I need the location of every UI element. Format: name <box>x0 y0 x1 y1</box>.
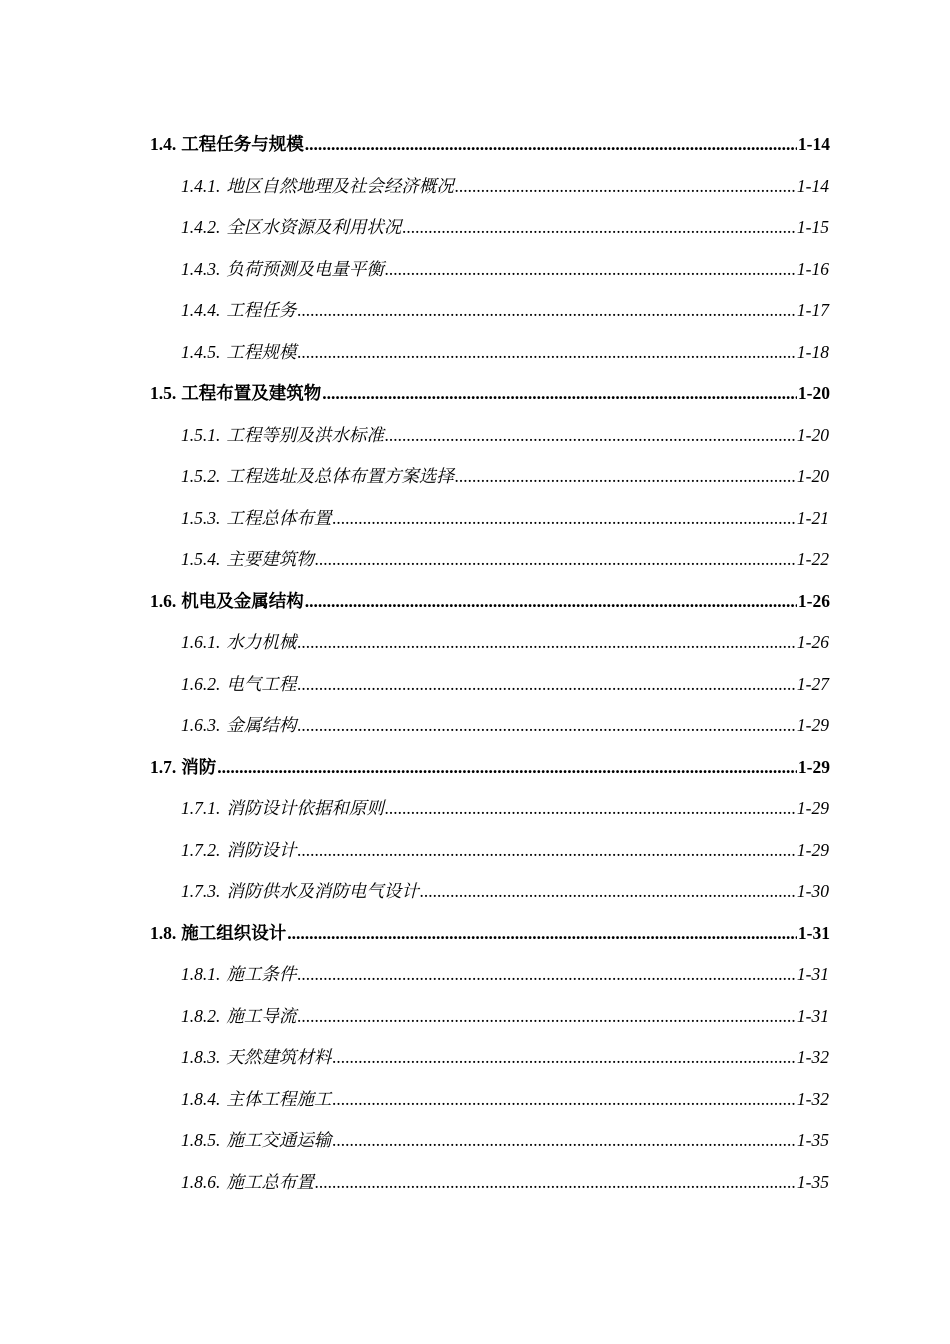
toc-entry-page: 1-31 <box>797 922 830 943</box>
toc-entry-title: 工程任务 <box>226 300 297 320</box>
toc-entry-title: 消防设计依据和原则 <box>226 798 384 818</box>
toc-entry[interactable] <box>150 124 830 166</box>
toc-entry-title: 机电及金属结构 <box>181 590 304 611</box>
dot-leader <box>385 249 796 291</box>
toc-entry-number: 1.8. <box>150 922 177 943</box>
toc-entry-number: 1.4. <box>150 134 177 154</box>
toc-entry-number: 1.4.2. <box>181 217 221 237</box>
table-of-contents <box>0 124 950 1203</box>
toc-entry[interactable] <box>181 415 829 457</box>
toc-entry-page: 1-17 <box>796 300 829 320</box>
toc-entry-title: 负荷预测及电量平衡 <box>226 258 384 279</box>
toc-entry-title: 全区水资源及利用状况 <box>226 217 402 237</box>
toc-entry-number: 1.6.3. <box>181 715 221 735</box>
toc-entry-page: 1-18 <box>796 341 829 362</box>
toc-entry[interactable] <box>181 249 829 291</box>
toc-entry-title: 工程规模 <box>226 341 297 362</box>
toc-entry-title: 消防供水及消防电气设计 <box>226 881 419 901</box>
toc-entry-page: 1-20 <box>796 466 829 486</box>
toc-entry[interactable] <box>150 913 830 955</box>
toc-entry-title: 工程选址及总体布置方案选择 <box>226 466 454 486</box>
toc-entry-title: 天然建筑材料 <box>226 1047 332 1067</box>
toc-entry-number: 1.4.1. <box>181 175 221 196</box>
toc-entry-page: 1-27 <box>796 673 829 694</box>
toc-entry-title: 工程等别及洪水标准 <box>226 424 384 445</box>
dot-leader <box>287 913 797 955</box>
toc-entry-title: 施工组织设计 <box>181 922 287 943</box>
toc-entry-title: 主体工程施工 <box>226 1088 332 1109</box>
toc-entry-page: 1-26 <box>797 590 830 611</box>
dot-leader <box>297 996 796 1038</box>
toc-entry-title: 金属结构 <box>226 715 297 735</box>
dot-leader <box>297 705 796 747</box>
toc-entry-number: 1.5. <box>150 383 177 403</box>
toc-entry-number: 1.7.2. <box>181 839 221 860</box>
toc-entry-title: 主要建筑物 <box>226 549 314 569</box>
toc-entry-title: 电气工程 <box>226 673 297 694</box>
toc-entry-number: 1.7.3. <box>181 881 221 901</box>
toc-entry-number: 1.5.4. <box>181 549 221 569</box>
toc-entry[interactable] <box>181 290 829 332</box>
dot-leader <box>402 207 796 249</box>
toc-entry-page: 1-30 <box>796 881 829 901</box>
toc-entry-title: 水力机械 <box>226 632 297 652</box>
toc-entry[interactable] <box>181 1037 829 1079</box>
toc-entry-page: 1-21 <box>796 507 829 528</box>
toc-entry[interactable] <box>181 332 829 374</box>
toc-entry-title: 施工条件 <box>226 964 297 984</box>
toc-entry-number: 1.7.1. <box>181 798 221 818</box>
dot-leader <box>332 498 796 540</box>
toc-entry[interactable] <box>181 664 829 706</box>
toc-entry-title: 消防 <box>181 756 217 777</box>
dot-leader <box>217 747 797 789</box>
dot-leader <box>332 1037 796 1079</box>
toc-entry[interactable] <box>181 456 829 498</box>
toc-entry-title: 施工交通运输 <box>226 1130 332 1150</box>
toc-entry[interactable] <box>181 830 829 872</box>
toc-entry-title: 施工总布置 <box>226 1171 314 1192</box>
toc-entry-page: 1-20 <box>796 424 829 445</box>
toc-entry-number: 1.8.2. <box>181 1005 221 1026</box>
toc-entry[interactable] <box>150 581 830 623</box>
toc-entry-number: 1.8.5. <box>181 1130 221 1150</box>
toc-entry-number: 1.8.3. <box>181 1047 221 1067</box>
dot-leader <box>297 290 796 332</box>
toc-entry-page: 1-29 <box>796 715 829 735</box>
dot-leader <box>455 166 796 208</box>
toc-entry[interactable] <box>181 788 829 830</box>
dot-leader <box>305 124 797 166</box>
toc-entry-number: 1.6. <box>150 590 177 611</box>
dot-leader <box>385 788 796 830</box>
toc-entry-page: 1-29 <box>797 756 830 777</box>
toc-entry[interactable] <box>181 1162 829 1204</box>
toc-entry-page: 1-29 <box>796 798 829 818</box>
toc-entry-number: 1.4.3. <box>181 258 221 279</box>
toc-entry-page: 1-32 <box>796 1088 829 1109</box>
toc-entry-title: 地区自然地理及社会经济概况 <box>226 175 454 196</box>
dot-leader <box>315 539 796 581</box>
dot-leader <box>297 954 796 996</box>
toc-entry-number: 1.8.4. <box>181 1088 221 1109</box>
dot-leader <box>305 581 797 623</box>
toc-entry[interactable] <box>181 1120 829 1162</box>
toc-entry[interactable] <box>181 166 829 208</box>
toc-entry-title: 工程总体布置 <box>226 507 332 528</box>
toc-entry-number: 1.8.6. <box>181 1171 221 1192</box>
toc-entry-page: 1-31 <box>796 1005 829 1026</box>
dot-leader <box>315 1162 796 1204</box>
toc-entry-page: 1-29 <box>796 839 829 860</box>
toc-entry[interactable] <box>181 1079 829 1121</box>
toc-entry[interactable] <box>181 498 829 540</box>
toc-entry[interactable] <box>181 996 829 1038</box>
toc-entry[interactable] <box>181 622 829 664</box>
toc-entry-number: 1.6.2. <box>181 673 221 694</box>
dot-leader <box>385 415 796 457</box>
dot-leader <box>332 1120 796 1162</box>
dot-leader <box>322 373 797 415</box>
toc-entry-title: 工程布置及建筑物 <box>181 383 322 403</box>
toc-entry-page: 1-20 <box>797 383 830 403</box>
toc-entry-number: 1.7. <box>150 756 177 777</box>
dot-leader <box>455 456 796 498</box>
toc-entry-number: 1.6.1. <box>181 632 221 652</box>
dot-leader <box>297 664 796 706</box>
toc-entry-number: 1.5.2. <box>181 466 221 486</box>
toc-entry-page: 1-35 <box>796 1171 829 1192</box>
toc-entry-title: 消防设计 <box>226 839 297 860</box>
toc-entry-page: 1-26 <box>796 632 829 652</box>
toc-entry-page: 1-32 <box>796 1047 829 1067</box>
toc-entry-number: 1.8.1. <box>181 964 221 984</box>
dot-leader <box>297 830 796 872</box>
toc-entry-page: 1-14 <box>797 134 830 154</box>
toc-entry[interactable] <box>181 539 829 581</box>
toc-entry-page: 1-15 <box>796 217 829 237</box>
toc-entry-page: 1-14 <box>796 175 829 196</box>
toc-entry-number: 1.4.4. <box>181 300 221 320</box>
toc-entry-page: 1-16 <box>796 258 829 279</box>
toc-entry[interactable] <box>181 871 829 913</box>
toc-entry-number: 1.5.1. <box>181 424 221 445</box>
dot-leader <box>332 1079 796 1121</box>
dot-leader <box>297 332 796 374</box>
dot-leader <box>420 871 796 913</box>
toc-entry-number: 1.4.5. <box>181 341 221 362</box>
toc-entry-title: 工程任务与规模 <box>181 134 304 154</box>
toc-entry[interactable] <box>181 207 829 249</box>
toc-entry[interactable] <box>181 705 829 747</box>
toc-entry-page: 1-22 <box>796 549 829 569</box>
dot-leader <box>297 622 796 664</box>
toc-entry[interactable] <box>181 954 829 996</box>
toc-entry-page: 1-31 <box>796 964 829 984</box>
toc-entry[interactable] <box>150 373 830 415</box>
toc-entry[interactable] <box>150 747 830 789</box>
toc-entry-number: 1.5.3. <box>181 507 221 528</box>
toc-entry-title: 施工导流 <box>226 1005 297 1026</box>
toc-entry-page: 1-35 <box>796 1130 829 1150</box>
